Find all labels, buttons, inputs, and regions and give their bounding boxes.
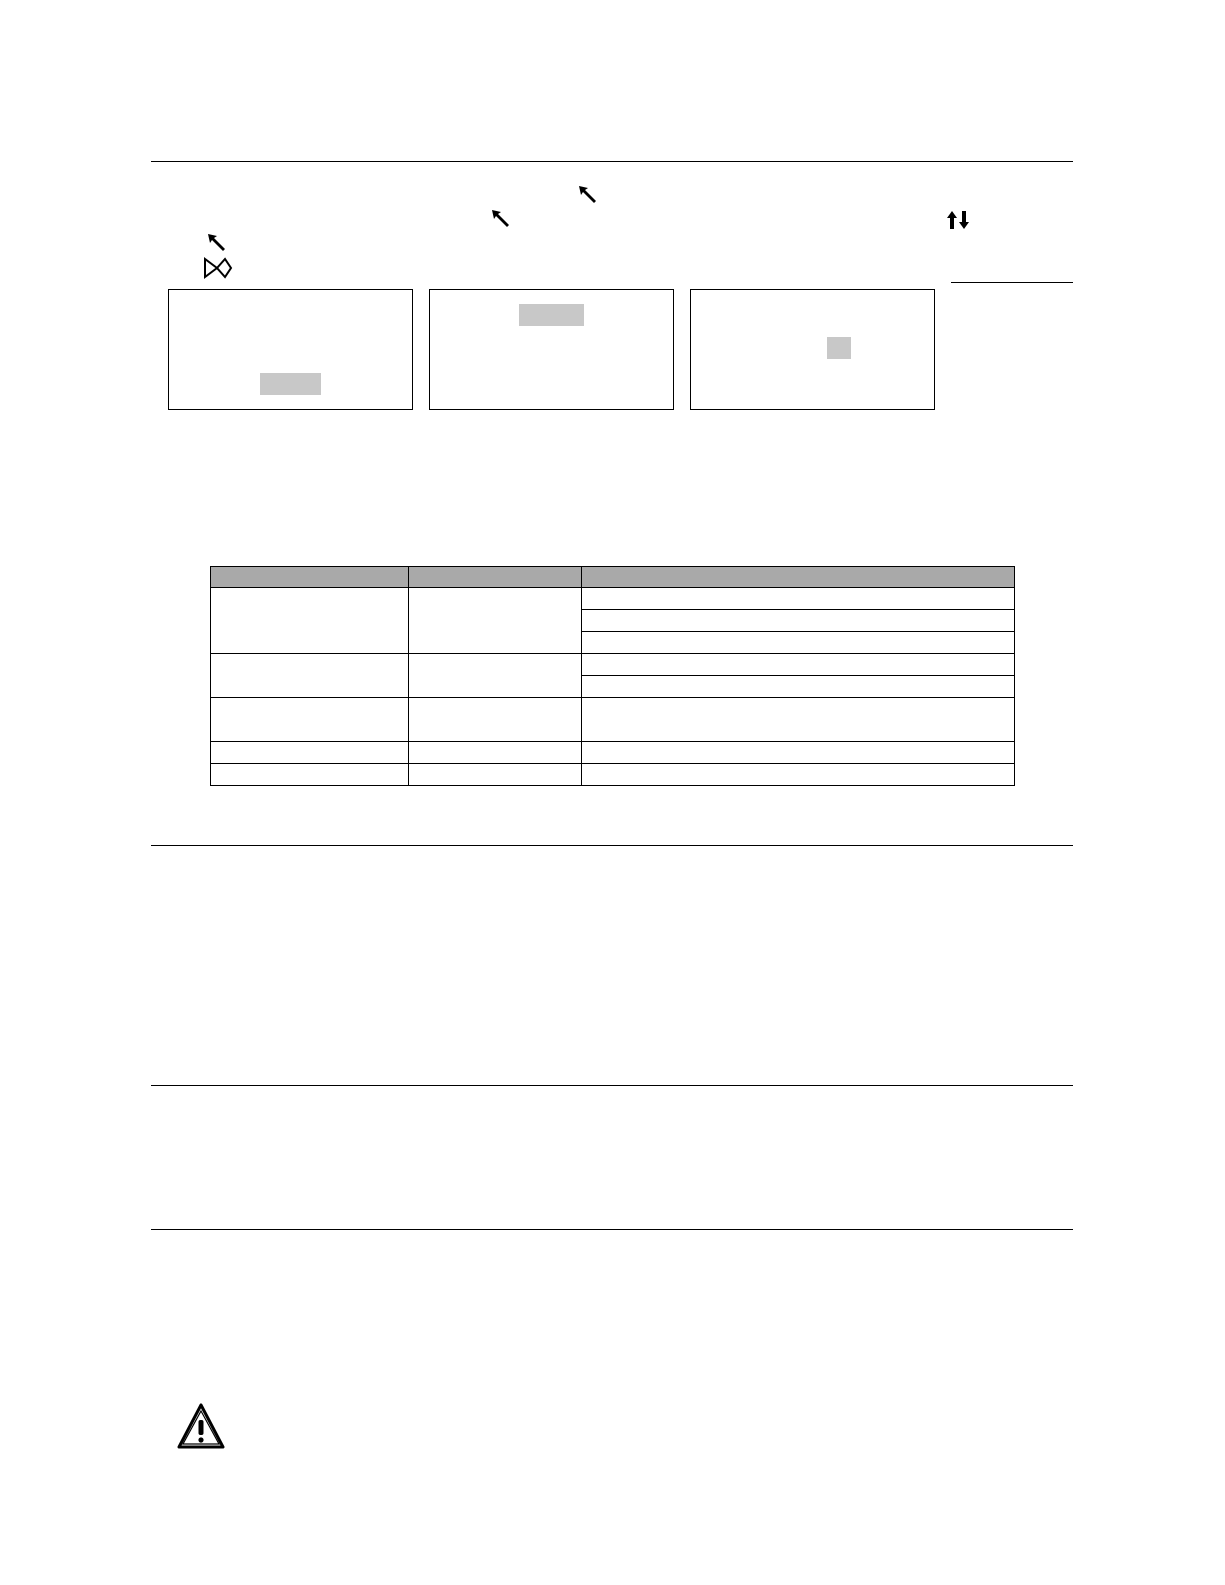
table-cell (409, 588, 582, 654)
table-cell (582, 698, 1015, 742)
table-cell (582, 764, 1015, 786)
cursor-arrow-icon (206, 232, 228, 254)
cursor-arrow-icon (577, 184, 599, 206)
table-cell (582, 632, 1015, 654)
table-cell (409, 698, 582, 742)
tilt-bowtie-icon (203, 257, 233, 279)
section-rule-3 (151, 1085, 1073, 1086)
screen-2 (429, 289, 674, 410)
table-cell (211, 698, 409, 742)
screen-1 (168, 289, 413, 410)
table-cell (409, 742, 582, 764)
table-cell (409, 654, 582, 698)
short-rule (951, 282, 1073, 283)
table-cell (211, 742, 409, 764)
section-rule-4 (151, 1229, 1073, 1230)
table-row (211, 588, 1015, 610)
table-cell (582, 742, 1015, 764)
table-row (211, 698, 1015, 742)
spec-table (210, 566, 1015, 786)
cursor-arrow-icon (490, 208, 512, 230)
screen-highlight (260, 373, 321, 395)
table-cell (582, 588, 1015, 610)
up-down-arrows-icon (946, 210, 970, 230)
table-cell (409, 764, 582, 786)
table-cell (582, 654, 1015, 676)
warning-triangle-icon (176, 1402, 226, 1450)
section-rule-2 (151, 845, 1073, 846)
screen-3 (690, 289, 935, 410)
table-header-cell (582, 567, 1015, 588)
screen-highlight (519, 304, 584, 326)
screen-highlight (827, 337, 851, 359)
table-cell (211, 764, 409, 786)
table-row (211, 764, 1015, 786)
table-header-cell (409, 567, 582, 588)
table-cell (211, 588, 409, 654)
section-rule-1 (151, 161, 1073, 162)
table-cell (582, 610, 1015, 632)
table-cell (211, 654, 409, 698)
table-header-row (211, 567, 1015, 588)
table-cell (582, 676, 1015, 698)
table-header-cell (211, 567, 409, 588)
table-row (211, 742, 1015, 764)
table-row (211, 654, 1015, 676)
